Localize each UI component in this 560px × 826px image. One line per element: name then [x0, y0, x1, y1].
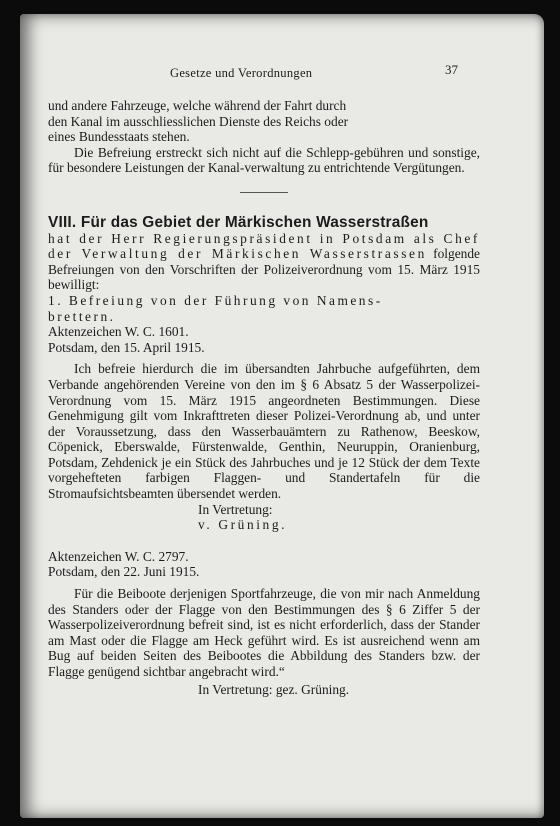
- page-number: 37: [445, 62, 458, 77]
- intro-line-1: und andere Fahrzeuge, welche während der Fahrt durch: [48, 98, 347, 113]
- letter2-file-number: Aktenzeichen W. C. 2797.: [48, 548, 189, 564]
- page-content: [48, 98, 480, 697]
- letter2-body: Für die Beiboote derjenigen Sportfahrzeuge, die von mir nach Anmeldung des Standers oder der Flagge von den Bestimmungen des § 6 Ziffer 5 der Wasserpolizeiverordnung befreit sind, ist es nicht erforderlich, dass der Stander am Mast oder die Flagge am Heck geführt wird. Es ist ausreichend wenn am Bug auf beiden Seiten des Beibootes die Abbildung des Standers bzw. der Flagge genügend sichtbar angebracht wird.“: [48, 586, 480, 679]
- intro-paragraph-2: Die Befreiung erstreckt sich nicht auf die Schlepp-gebühren und sonstige, für besondere Leistungen der Kanal-verwaltung zu entrichtende Vergütungen.: [48, 144, 480, 176]
- item-label: 1. Befreiung von der Führung von Namens-: [48, 292, 383, 308]
- running-title: Gesetze und Verordnungen: [170, 66, 313, 80]
- intro-line-3: eines Bundesstaats stehen.: [48, 129, 190, 145]
- letter2-signature: In Vertretung: gez. Grüning.: [198, 681, 350, 697]
- section-lead-spaced: hat der Herr Regierungspräsident in Potsdam als Chef der Verwaltung der Märkischen Wasserstrassen: [48, 230, 480, 262]
- section-lead-rest: folgende Befreiungen von den Vorschriften der Polizeiverordnung vom 15. März 1915 bewilligt:: [48, 246, 480, 293]
- section-heading: VIII. Für das Gebiet der Märkischen Wasserstraßen: [48, 213, 429, 231]
- letter1-signer: v. Grüning.: [198, 517, 288, 533]
- letter1-signature: In Vertretung:: [198, 501, 273, 517]
- letter1-dateline: Potsdam, den 15. April 1915.: [48, 339, 205, 355]
- letter1-file-number: Aktenzeichen W. C. 1601.: [48, 324, 189, 340]
- letter1-body: Ich befreie hierdurch die im übersandten Jahrbuche aufgeführten, dem Verbande angehörenden Vereine von den im § 6 Absatz 5 der Wasserpolizei-Verordnung vom 15. März 1915 angeordneten Bestimmungen. Diese Genehmigung gilt vom Inkrafttreten dieser Polizei-Verordnung ab, und unter der Voraussetzung, dass den Wasserbauämtern zu Rathenow, Beeskow, Cöpenick, Eberswalde, Fürstenwalde, Genthin, Neuruppin, Oranienburg, Potsdam, Zehdenick je ein Stück des Jahrbuches und je 12 Stück der dem Texte vorgehefteten farbigen Flaggen- und Standertafeln für die Stromaufsichtsbeamten übersendet werden.: [48, 361, 480, 502]
- section-lead: [48, 231, 480, 293]
- book-page: [20, 14, 544, 818]
- section-divider: [240, 192, 288, 193]
- intro-line-2: den Kanal im ausschliesslichen Dienste des Reichs oder: [48, 113, 349, 129]
- page-header: [20, 62, 544, 86]
- item-label-cont: brettern.: [48, 308, 116, 324]
- letter2-dateline: Potsdam, den 22. Juni 1915.: [48, 564, 200, 580]
